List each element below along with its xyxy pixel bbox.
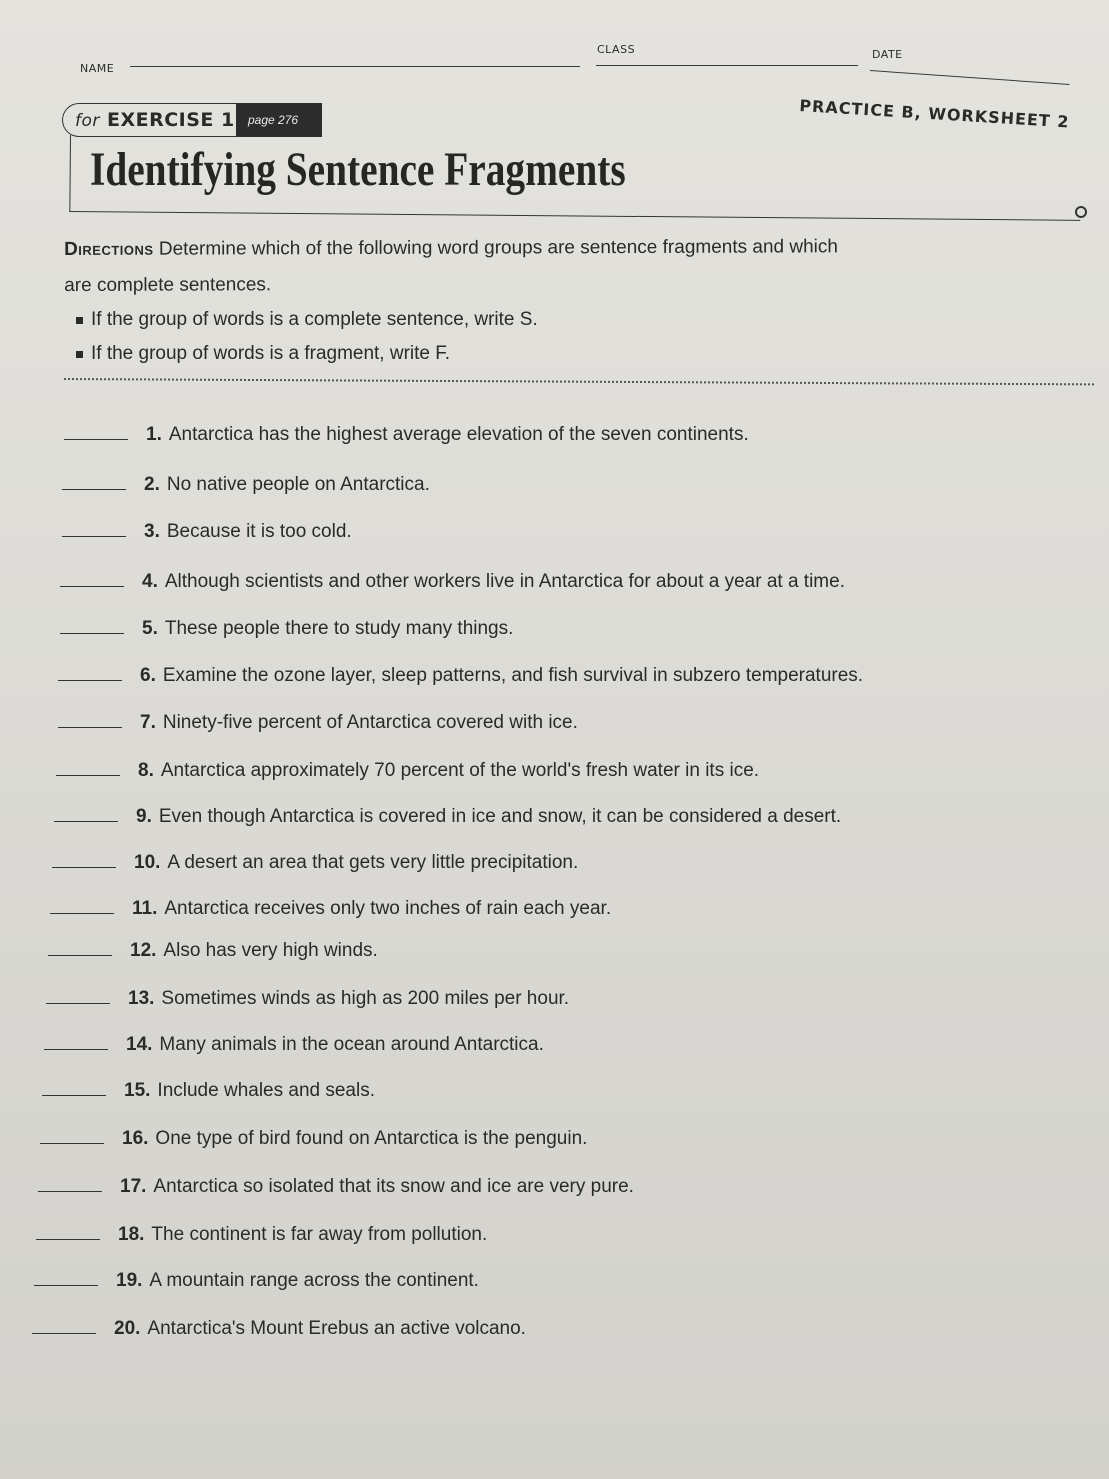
answer-blank[interactable]: [42, 1094, 106, 1096]
date-label: DATE: [872, 48, 903, 61]
exercise-item: 18. The continent is far away from pollution.: [36, 1224, 487, 1246]
exercise-item: 11. Antarctica receives only two inches of rain each year.: [50, 898, 611, 920]
answer-blank[interactable]: [46, 1002, 110, 1004]
answer-blank[interactable]: [62, 535, 126, 537]
name-label: NAME: [80, 62, 115, 75]
exercise-item: 13. Sometimes winds as high as 200 miles per hour.: [46, 988, 569, 1010]
exercise-item: 2. No native people on Antarctica.: [62, 474, 430, 496]
exercise-item: 14. Many animals in the ocean around Antarctica.: [44, 1034, 544, 1056]
answer-blank[interactable]: [44, 1048, 108, 1050]
exercise-item: 1. Antarctica has the highest average elevation of the seven continents.: [64, 424, 749, 446]
answer-blank[interactable]: [40, 1142, 104, 1144]
exercise-item: 6. Examine the ozone layer, sleep patterns, and fish survival in subzero temperatures.: [58, 665, 863, 687]
exercise-label: EXERCISE 1: [107, 109, 235, 131]
answer-blank[interactable]: [64, 438, 128, 440]
exercise-item: 17. Antarctica so isolated that its snow and ice are very pure.: [38, 1176, 634, 1198]
answer-blank[interactable]: [50, 912, 114, 914]
class-label: CLASS: [597, 43, 636, 56]
page-reference: page 276: [236, 103, 322, 137]
list-item: If the group of words is a complete sentence, write S.: [76, 303, 538, 337]
answer-blank[interactable]: [48, 954, 112, 956]
answer-blank[interactable]: [60, 585, 124, 587]
directions-text: Determine which of the following word groups are sentence fragments and which are complete sentences.: [64, 236, 838, 296]
practice-label: PRACTICE B, WORKSHEET 2: [798, 96, 1070, 132]
answer-blank[interactable]: [58, 679, 122, 681]
answer-blank[interactable]: [62, 488, 126, 490]
exercise-item: 8. Antarctica approximately 70 percent of the world's fresh water in its ice.: [56, 760, 759, 782]
list-item: If the group of words is a fragment, write F.: [76, 337, 538, 371]
directions-label: Directions: [64, 238, 154, 260]
answer-blank[interactable]: [36, 1238, 100, 1240]
page-title: Identifying Sentence Fragments: [90, 143, 626, 196]
answer-blank[interactable]: [34, 1284, 98, 1286]
exercise-item: 12. Also has very high winds.: [48, 940, 378, 962]
exercise-item: 15. Include whales and seals.: [42, 1080, 375, 1102]
exercise-item: 5. These people there to study many things.: [60, 618, 513, 640]
exercise-item: 7. Ninety-five percent of Antarctica covered with ice.: [58, 712, 578, 734]
exercise-item: 16. One type of bird found on Antarctica is the penguin.: [40, 1128, 587, 1150]
exercise-item: 20. Antarctica's Mount Erebus an active volcano.: [32, 1318, 526, 1340]
answer-blank[interactable]: [52, 866, 116, 868]
exercise-item: 10. A desert an area that gets very little precipitation.: [52, 852, 578, 874]
exercise-item: 4. Although scientists and other workers live in Antarctica for about a year at a time.: [60, 571, 845, 593]
answer-blank[interactable]: [38, 1190, 102, 1192]
answer-blank[interactable]: [54, 820, 118, 822]
answer-blank[interactable]: [56, 774, 120, 776]
exercise-item: 9. Even though Antarctica is covered in ice and snow, it can be considered a desert.: [54, 806, 841, 828]
answer-blank[interactable]: [32, 1332, 96, 1334]
answer-blank[interactable]: [60, 632, 124, 634]
answer-blank[interactable]: [58, 726, 122, 728]
exercise-for: for: [75, 111, 100, 131]
exercise-item: 3. Because it is too cold.: [62, 521, 352, 543]
exercise-item: 19. A mountain range across the continent.: [34, 1270, 479, 1292]
